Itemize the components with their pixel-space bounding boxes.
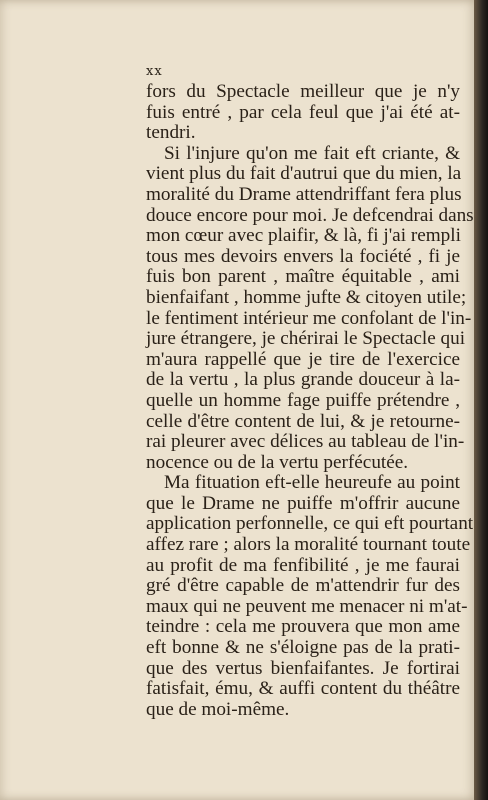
text-line: le fentiment intérieur me confolant de l'in- — [146, 307, 472, 329]
text-line: fuis bon parent , maître équitable , ami — [146, 266, 460, 288]
text-line: fors du Spectacle meilleur que je n'y — [146, 81, 460, 102]
text-line: celle d'être content de lui, & je retourne- — [146, 410, 460, 432]
text-line: maux qui ne peuvent me menacer ni m'at- — [146, 595, 468, 617]
text-line: bienfaifant , homme jufte & citoyen utile; — [146, 286, 467, 308]
book-gutter — [474, 0, 488, 800]
text-line: m'aura rappellé que je tire de l'exercice — [146, 348, 460, 370]
text-line: moralité du Drame attendriffant fera plus — [146, 183, 462, 205]
text-line: nocence ou de la vertu perfécutée. — [146, 451, 409, 473]
text-line: fuis entré , par cela feul que j'ai été at- — [146, 101, 460, 123]
text-line: vient plus du fait d'autrui que du mien, la — [146, 163, 462, 185]
body-text — [146, 81, 474, 720]
text-line: mon cœur avec plaifir, & là, fi j'ai rempli — [146, 225, 461, 247]
text-line: rai pleurer avec délices au tableau de l'in- — [146, 431, 465, 453]
paragraph — [146, 82, 460, 144]
text-line: fatisfait, ému, & auffi content du théâtre — [146, 678, 460, 700]
text-line: gré d'être capable de m'attendrir fur des — [146, 575, 460, 597]
text-line: eft bonne & ne s'éloigne pas de la prati- — [146, 637, 460, 659]
text-line: tous mes devoirs envers la fociété , fi je — [146, 245, 460, 267]
paragraph — [146, 142, 474, 474]
text-line: au profit de ma fenfibilité , je me faurai — [146, 554, 460, 576]
page-number: xx — [146, 64, 163, 79]
text-line: Si l'injure qu'on me fait eft criante, & — [164, 142, 460, 164]
text-line: affez rare ; alors la moralité tournant toute — [146, 534, 471, 556]
text-line: application perfonnelle, ce qui eft pourtant — [146, 513, 474, 535]
text-line: tendri. — [146, 122, 196, 144]
text-line: Ma fituation eft-elle heureufe au point — [164, 472, 460, 494]
text-line: quelle un homme fage puiffe prétendre , — [146, 389, 460, 411]
text-line: que le Drame ne puiffe m'offrir aucune — [146, 492, 460, 514]
text-line: douce encore pour moi. Je defcendrai dans — [146, 204, 474, 226]
text-line: de la vertu , la plus grande douceur à la- — [146, 369, 460, 391]
text-line: que des vertus bienfaifantes. Je fortirai — [146, 657, 460, 679]
paragraph — [146, 472, 474, 720]
text-line: que de moi-même. — [146, 698, 290, 720]
text-line: jure étrangere, je chérirai le Spectacle qui — [146, 328, 466, 350]
text-line: teindre : cela me prouvera que mon ame — [146, 616, 460, 638]
